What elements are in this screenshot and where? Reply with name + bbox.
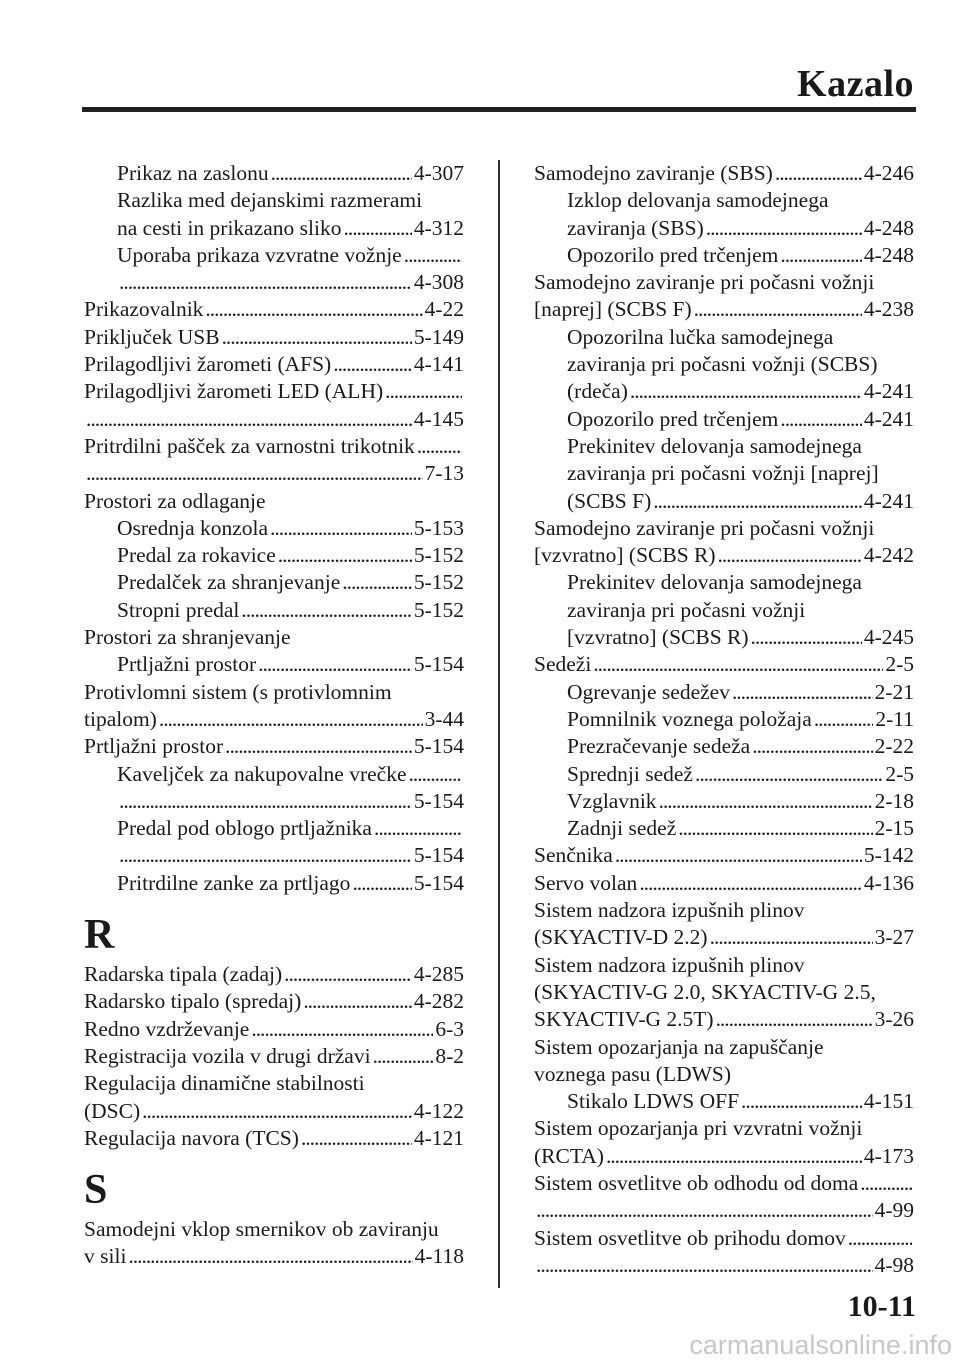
index-entry-text: Sprednji sedež <box>567 761 693 786</box>
dot-leader <box>606 1143 862 1170</box>
index-entry-text: v sili <box>84 1244 127 1269</box>
index-entry <box>534 324 914 351</box>
index-entry-text: (SKYACTIV-D 2.2) <box>534 925 708 950</box>
index-entry-page: 4-136 <box>863 870 914 895</box>
dot-leader <box>86 406 412 433</box>
index-entry <box>534 269 914 296</box>
index-entry-text: (SKYACTIV-G 2.0, SKYACTIV-G 2.5, <box>534 979 876 1004</box>
index-entry-text: zaviranja pri počasni vožnji (SCBS) <box>567 352 878 377</box>
dot-leader <box>417 433 462 460</box>
index-section-letter: S <box>84 1167 108 1214</box>
index-entry-text: Kaveljček za nakupovalne vrečke <box>117 761 407 786</box>
dot-leader <box>373 1043 434 1070</box>
index-entry <box>84 488 464 515</box>
dot-leader <box>593 651 883 678</box>
index-entry-text: Sistem osvetlitve ob odhodu od doma <box>534 1170 859 1195</box>
dot-leader <box>741 1088 862 1115</box>
index-entry-text: Pritrdilni pašček za varnostni trikotnik <box>84 433 415 458</box>
index-entry <box>534 1034 914 1061</box>
index-entry <box>84 187 464 214</box>
index-entry-page: 4-282 <box>413 989 464 1014</box>
index-entry-text: Prilagodljivi žarometi (AFS) <box>84 352 332 377</box>
dot-leader <box>710 924 873 951</box>
dot-leader <box>630 378 862 405</box>
index-entry-text: Priključek USB <box>84 324 220 349</box>
index-entry <box>534 952 914 979</box>
index-entry <box>84 761 464 788</box>
index-entry <box>534 842 914 869</box>
dot-leader <box>284 961 412 988</box>
page-header-title: Kazalo <box>797 63 914 105</box>
index-entry-text: Razlika med dejanskimi razmerami <box>117 188 423 213</box>
index-entry-text: Regulacija navora (TCS) <box>84 1125 299 1150</box>
index-entry <box>84 1070 464 1097</box>
dot-leader <box>222 324 412 351</box>
dot-leader <box>780 406 861 433</box>
index-entry-page: 4-308 <box>413 270 464 295</box>
index-entry-page: 4-312 <box>413 215 464 240</box>
index-entry-page: 5-149 <box>413 324 464 349</box>
index-entry-page: 4-145 <box>413 406 464 431</box>
dot-leader <box>225 733 412 760</box>
index-entry-text: voznega pasu (LDWS) <box>534 1061 732 1086</box>
index-entry-page: 3-27 <box>874 925 914 950</box>
index-entry <box>84 324 464 351</box>
index-section-letter: R <box>84 912 115 959</box>
index-entry <box>534 761 914 788</box>
index-entry-text: Prikaz na zaslonu <box>117 161 269 185</box>
index-entry <box>534 1061 914 1088</box>
index-entry-page: 5-154 <box>413 843 464 868</box>
index-entry-text: Zadnji sedež <box>567 816 677 841</box>
page-number: 10-11 <box>847 1290 916 1323</box>
index-entry <box>84 815 464 842</box>
dot-leader <box>258 651 412 678</box>
index-entry-text: Predal za rokavice <box>117 543 276 568</box>
index-entry-text: Sistem opozarjanja na zapuščanje <box>534 1034 824 1059</box>
index-entry <box>534 788 914 815</box>
index-entry <box>84 1016 464 1043</box>
dot-leader <box>695 761 883 788</box>
index-entry-page: 5-154 <box>413 870 464 895</box>
index-entry <box>84 597 464 624</box>
dot-leader <box>775 160 862 187</box>
dot-leader <box>333 351 412 378</box>
dot-leader <box>119 788 412 815</box>
index-entry <box>534 1252 914 1279</box>
dot-leader <box>639 870 862 897</box>
index-entry-page: 8-2 <box>435 1043 464 1068</box>
watermark: carmanualsonline.info <box>689 1330 952 1360</box>
index-entry <box>534 187 914 214</box>
index-entry-text: Sedeži <box>534 652 592 677</box>
index-entry-page: 3-44 <box>424 706 464 731</box>
index-entry <box>534 1115 914 1142</box>
dot-leader <box>270 515 412 542</box>
index-entry-page: 5-154 <box>413 788 464 813</box>
index-entry-page: 5-152 <box>413 570 464 595</box>
dot-leader <box>301 1125 412 1152</box>
index-entry-text: Prostori za shranjevanje <box>84 625 291 650</box>
index-entry <box>534 215 914 242</box>
dot-leader <box>848 1225 912 1252</box>
index-entry <box>534 351 914 378</box>
index-entry <box>84 351 464 378</box>
dot-leader <box>718 542 862 569</box>
dot-leader <box>615 842 862 869</box>
index-entry-text: Prtljažni prostor <box>117 652 257 677</box>
dot-leader <box>536 1197 873 1224</box>
dot-leader <box>404 242 462 269</box>
index-entry <box>534 569 914 596</box>
index-entry <box>84 1216 464 1243</box>
dot-leader <box>303 988 412 1015</box>
index-entry <box>534 1225 914 1252</box>
index-entry <box>84 215 464 242</box>
dot-leader <box>128 1243 412 1270</box>
index-entry-text: Uporaba prikaza vzvratne vožnje <box>117 242 402 267</box>
index-entry-text: Prekinitev delovanja samodejnega <box>567 570 862 595</box>
dot-leader <box>86 460 423 487</box>
index-column-left <box>84 160 464 1271</box>
index-entry <box>84 788 464 815</box>
index-entry <box>84 296 464 323</box>
index-entry <box>534 406 914 433</box>
index-entry-text: tipalom) <box>84 706 157 731</box>
index-entry-text: Prekinitev delovanja samodejnega <box>567 433 862 458</box>
index-entry-text: zaviranja (SBS) <box>567 215 704 240</box>
index-entry-text: Vzglavnik <box>567 788 657 813</box>
index-entry-text: zaviranja pri počasni vožnji [naprej] <box>567 461 879 486</box>
index-entry-text: Samodejno zaviranje pri počasni vožnji <box>534 515 875 540</box>
index-entry <box>534 160 914 187</box>
index-entry-page: 5-153 <box>413 515 464 540</box>
index-entry <box>84 1243 464 1270</box>
index-entry-page: 5-154 <box>413 652 464 677</box>
index-entry-text: Samodejni vklop smernikov ob zaviranju <box>84 1217 439 1242</box>
index-entry <box>84 1098 464 1125</box>
index-entry-page: 4-241 <box>863 406 914 431</box>
index-entry-page: 3-26 <box>874 1007 914 1032</box>
index-entry-text: Prilagodljivi žarometi LED (ALH) <box>84 379 384 404</box>
index-entry-text: Predal pod oblogo prtljažnika <box>117 816 372 841</box>
index-entry-page: 4-246 <box>863 161 914 185</box>
dot-leader <box>751 624 862 651</box>
index-entry-text: Regulacija dinamične stabilnosti <box>84 1071 365 1096</box>
index-entry-page: 4-141 <box>413 352 464 377</box>
index-entry-page: 2-5 <box>885 652 914 677</box>
index-entry <box>534 979 914 1006</box>
index-entry-page: 4-98 <box>874 1252 914 1277</box>
index-entry <box>84 242 464 269</box>
index-entry <box>84 706 464 733</box>
dot-leader <box>716 1006 873 1033</box>
index-entry-page: 4-151 <box>863 1089 914 1114</box>
index-entry-text: Prostori za odlaganje <box>84 488 266 513</box>
index-entry <box>534 651 914 678</box>
index-entry-text: [vzvratno] (SCBS R) <box>567 625 749 650</box>
index-entry-page: 4-307 <box>413 161 464 185</box>
index-entry <box>534 1170 914 1197</box>
index-entry <box>84 733 464 760</box>
index-entry-page: 4-248 <box>863 242 914 267</box>
index-entry-page: 4-118 <box>414 1244 464 1269</box>
index-entry-text: Predalček za shranjevanje <box>117 570 341 595</box>
index-entry-page: 4-245 <box>863 625 914 650</box>
index-entry-text: Protivlomni sistem (s protivlomnim <box>84 679 392 704</box>
index-entry <box>534 679 914 706</box>
index-entry <box>534 433 914 460</box>
index-entry <box>534 624 914 651</box>
column-divider <box>498 160 500 1288</box>
index-entry-page: 2-11 <box>875 706 914 731</box>
dot-leader <box>271 160 412 187</box>
index-entry <box>84 160 464 187</box>
index-entry-text: zaviranja pri počasni vožnji <box>567 597 806 622</box>
index-entry-text: Samodejno zaviranje (SBS) <box>534 161 773 185</box>
index-entry-text: Prtljažni prostor <box>84 734 224 759</box>
index-entry <box>84 406 464 433</box>
index-entry-text: Sistem nadzora izpušnih plinov <box>534 952 805 977</box>
index-entry <box>534 924 914 951</box>
dot-leader <box>536 1252 873 1279</box>
index-entry <box>84 515 464 542</box>
index-column-right <box>534 160 914 1279</box>
index-entry-page: 2-21 <box>874 679 914 704</box>
dot-leader <box>659 788 873 815</box>
index-entry-page: 4-248 <box>863 215 914 240</box>
index-entry-text: [vzvratno] (SCBS R) <box>534 543 716 568</box>
index-entry <box>534 542 914 569</box>
dot-leader <box>780 242 861 269</box>
index-entry-text: Senčnika <box>534 843 613 868</box>
dot-leader <box>752 733 872 760</box>
index-entry-page: 2-18 <box>874 788 914 813</box>
index-entry <box>84 569 464 596</box>
index-entry <box>84 842 464 869</box>
dot-leader <box>678 815 872 842</box>
index-entry <box>84 624 464 651</box>
index-entry-text: Redno vzdrževanje <box>84 1016 250 1041</box>
dot-leader <box>732 679 873 706</box>
index-entry-text: (SCBS F) <box>567 488 652 513</box>
dot-leader <box>385 378 462 405</box>
dot-leader <box>814 706 874 733</box>
dot-leader <box>409 761 463 788</box>
dot-leader <box>352 870 411 897</box>
index-entry <box>534 488 914 515</box>
index-entry-page: 5-142 <box>863 843 914 868</box>
dot-leader <box>119 269 412 296</box>
index-entry-page: 5-152 <box>413 543 464 568</box>
index-entry <box>534 515 914 542</box>
dot-leader <box>344 215 412 242</box>
index-entry-text: Prezračevanje sedeža <box>567 734 751 759</box>
index-entry <box>534 242 914 269</box>
header-rule <box>82 107 916 112</box>
index-entry-text: Sistem opozarjanja pri vzvratni vožnji <box>534 1116 863 1141</box>
index-entry-text: Opozorilo pred trčenjem <box>567 406 779 431</box>
index-entry <box>534 870 914 897</box>
dot-leader <box>159 706 423 733</box>
index-entry-page: 4-22 <box>424 297 464 322</box>
index-entry <box>534 1088 914 1115</box>
index-entry-page: 4-238 <box>863 297 914 322</box>
index-entry-page: 2-5 <box>885 761 914 786</box>
index-entry-page: 5-154 <box>413 734 464 759</box>
index-entry-page: 2-15 <box>874 816 914 841</box>
index-entry <box>84 1043 464 1070</box>
index-entry-page: 4-242 <box>863 543 914 568</box>
index-entry <box>534 296 914 323</box>
index-entry <box>534 897 914 924</box>
dot-leader <box>694 296 862 323</box>
dot-leader <box>278 542 412 569</box>
index-entry-text: Pritrdilne zanke za prtljago <box>117 870 351 895</box>
index-entry <box>84 542 464 569</box>
dot-leader <box>205 296 422 323</box>
index-entry <box>84 870 464 897</box>
index-entry-text: Osrednja konzola <box>117 515 269 540</box>
index-entry-page: 4-241 <box>863 379 914 404</box>
index-entry <box>84 460 464 487</box>
index-entry-text: Stikalo LDWS OFF <box>567 1089 740 1114</box>
dot-leader <box>251 1016 433 1043</box>
index-entry <box>84 651 464 678</box>
index-entry-page: 4-122 <box>413 1098 464 1123</box>
index-entry-page: 4-173 <box>863 1143 914 1168</box>
index-entry-text: Radarsko tipalo (spredaj) <box>84 989 302 1014</box>
index-entry <box>534 1143 914 1170</box>
index-entry-text: SKYACTIV-G 2.5T) <box>534 1007 714 1032</box>
index-entry-text: (rdeča) <box>567 379 628 404</box>
index-entry-text: Pomnilnik voznega položaja <box>567 706 812 731</box>
index-entry-text: Ogrevanje sedežev <box>567 679 730 704</box>
index-entry-text: Prikazovalnik <box>84 297 204 322</box>
index-entry-text: Opozorilo pred trčenjem <box>567 242 779 267</box>
index-entry <box>84 378 464 405</box>
index-entry <box>534 1197 914 1224</box>
index-entry-page: 4-285 <box>413 962 464 987</box>
dot-leader <box>241 597 411 624</box>
index-entry-text: (RCTA) <box>534 1143 604 1168</box>
index-entry-text: Sistem nadzora izpušnih plinov <box>534 898 805 923</box>
index-entry-page: 7-13 <box>424 461 464 486</box>
dot-leader <box>706 215 862 242</box>
index-entry <box>84 679 464 706</box>
index-entry <box>534 378 914 405</box>
index-entry-text: Radarska tipala (zadaj) <box>84 962 283 987</box>
index-entry-text: Stropni predal <box>117 597 240 622</box>
index-entry-text: Registracija vozila v drugi državi <box>84 1043 371 1068</box>
index-entry-text: Servo volan <box>534 870 638 895</box>
index-entry <box>534 460 914 487</box>
index-entry <box>534 815 914 842</box>
index-entry-page: 4-121 <box>413 1125 464 1150</box>
index-entry <box>534 706 914 733</box>
index-entry-page: 2-22 <box>874 734 914 759</box>
index-entry-text: Opozorilna lučka samodejnega <box>567 324 834 349</box>
index-entry-text: (DSC) <box>84 1098 141 1123</box>
index-entry-text: Samodejno zaviranje pri počasni vožnji <box>534 270 875 295</box>
dot-leader <box>860 1170 912 1197</box>
index-entry-text: Izklop delovanja samodejnega <box>567 188 829 213</box>
index-entry <box>84 269 464 296</box>
index-entry-page: 6-3 <box>435 1016 464 1041</box>
index-entry <box>534 733 914 760</box>
dot-leader <box>653 488 862 515</box>
index-entry-text: [naprej] (SCBS F) <box>534 297 692 322</box>
dot-leader <box>374 815 462 842</box>
index-entry-page: 4-99 <box>874 1198 914 1223</box>
index-entry <box>84 988 464 1015</box>
index-entry-text: na cesti in prikazano sliko <box>117 215 342 240</box>
index-entry-text: Sistem osvetlitve ob prihodu domov <box>534 1225 846 1250</box>
index-entry <box>534 597 914 624</box>
index-entry <box>84 433 464 460</box>
dot-leader <box>119 842 412 869</box>
index-entry <box>534 1006 914 1033</box>
index-entry-page: 5-152 <box>413 597 464 622</box>
dot-leader <box>342 569 412 596</box>
index-entry-page: 4-241 <box>863 488 914 513</box>
index-entry <box>84 1125 464 1152</box>
index-entry <box>84 961 464 988</box>
dot-leader <box>142 1098 412 1125</box>
